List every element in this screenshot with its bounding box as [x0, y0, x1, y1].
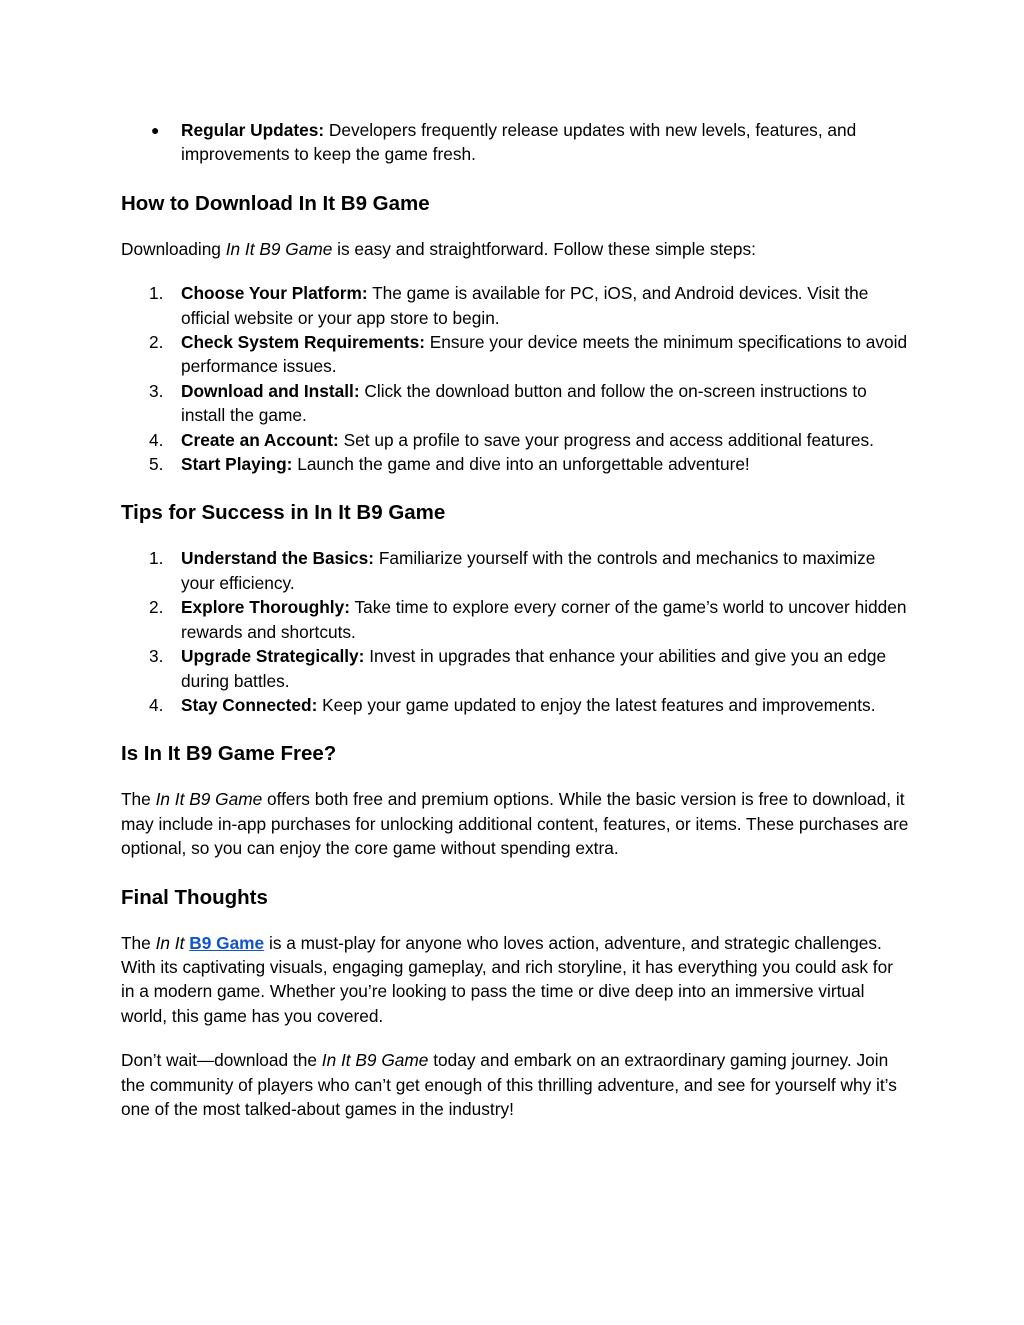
game-title-italic: In It B9 Game: [225, 238, 333, 259]
list-item: [121, 644, 911, 693]
item-bold-label: Create an Account:: [181, 429, 339, 450]
paragraph-text: offers both free and premium options. While the basic version is free to download, it may include in-app purchases for unlocking additional content, features, or items. These purchases are optional, so you can enjoy the core game without spending extra.: [121, 789, 909, 859]
item-bold-label: Choose Your Platform:: [181, 283, 368, 304]
final-paragraph-2: [121, 1048, 911, 1121]
intro-text: Downloading: [121, 238, 226, 259]
list-item: [121, 693, 911, 717]
bullet-list: [121, 118, 911, 167]
download-intro: [121, 237, 911, 261]
section-heading-final: Final Thoughts: [121, 885, 268, 909]
list-item: [121, 379, 911, 428]
paragraph-text: Don’t wait—download the: [121, 1050, 322, 1071]
game-title-italic: In It B9 Game: [321, 1050, 429, 1071]
item-text: Familiarize yourself with the controls and mechanics to maximize your efficiency.: [181, 548, 876, 593]
item-bold-label: Explore Thoroughly:: [181, 597, 350, 618]
list-number: 2.: [149, 597, 164, 618]
list-number: 2.: [149, 332, 164, 353]
item-text: Set up a profile to save your progress and access additional features.: [338, 429, 874, 450]
list-number: 4.: [149, 429, 164, 450]
item-text: The game is available for PC, iOS, and Android devices. Visit the official website or your app store to begin.: [181, 283, 869, 328]
list-item: [121, 118, 911, 167]
bullet-icon: ●: [151, 122, 160, 138]
list-number: 3.: [149, 646, 164, 667]
list-item: [121, 330, 911, 379]
item-text: Keep your game updated to enjoy the latest features and improvements.: [317, 694, 876, 715]
paragraph-text: The: [121, 932, 156, 953]
list-number: 5.: [149, 454, 164, 475]
item-bold-label: Download and Install:: [181, 380, 360, 401]
item-text: Launch the game and dive into an unforgettable adventure!: [292, 454, 750, 475]
tips-list: [121, 546, 911, 717]
download-steps-list: [121, 281, 911, 476]
paragraph-text: today and embark on an extraordinary gaming journey. Join the community of players who can’t get enough of this thrilling adventure, and see for yourself why it’s one of the most talked-about games in the industry!: [121, 1050, 897, 1119]
document-page: [121, 118, 911, 1121]
intro-text: is easy and straightforward. Follow these simple steps:: [332, 238, 756, 259]
list-item: [121, 595, 911, 644]
b9-game-link[interactable]: B9 Game: [189, 932, 265, 953]
free-paragraph: [121, 787, 911, 860]
item-text: Take time to explore every corner of the game’s world to uncover hidden rewards and shortcuts.: [181, 597, 907, 642]
list-number: 1.: [149, 548, 164, 569]
game-title-italic: In It B9 Game: [155, 789, 263, 810]
section-heading-free: Is In It B9 Game Free?: [121, 742, 337, 766]
item-bold-label: Check System Requirements:: [181, 332, 425, 353]
item-text: Click the download button and follow the on-screen instructions to install the game.: [181, 380, 867, 426]
section-heading-download: How to Download In It B9 Game: [121, 191, 430, 215]
item-bold-label: Start Playing:: [181, 454, 293, 475]
list-number: 1.: [149, 283, 164, 304]
item-text: Developers frequently release updates with new levels, features, and improvements to keep the game fresh.: [181, 120, 857, 165]
list-item: [121, 428, 911, 452]
list-number: 4.: [149, 694, 164, 715]
list-item: [121, 452, 911, 476]
item-bold-label: Upgrade Strategically:: [181, 646, 365, 667]
section-heading-tips: Tips for Success in In It B9 Game: [121, 501, 446, 525]
item-bold-label: Regular Updates:: [181, 120, 325, 140]
list-item: [121, 546, 911, 595]
item-text: Invest in upgrades that enhance your abilities and give you an edge during battles.: [181, 646, 887, 691]
paragraph-text: The: [121, 789, 156, 810]
final-paragraph-1: [121, 931, 911, 1029]
game-title-italic: In It: [155, 932, 185, 953]
paragraph-text: is a must-play for anyone who loves action, adventure, and strategic challenges. With its captivating visuals, engaging gameplay, and rich storyline, it has everything you could ask for in a modern game. Whether you’re looking to pass the time or dive deep into an immersive virtual world, this game has you covered.: [121, 932, 893, 1026]
list-item: [121, 281, 911, 330]
item-text: Ensure your device meets the minimum specifications to avoid performance issues.: [181, 332, 908, 377]
item-bold-label: Stay Connected:: [181, 694, 318, 715]
item-bold-label: Understand the Basics:: [181, 548, 375, 569]
list-number: 3.: [149, 380, 164, 401]
